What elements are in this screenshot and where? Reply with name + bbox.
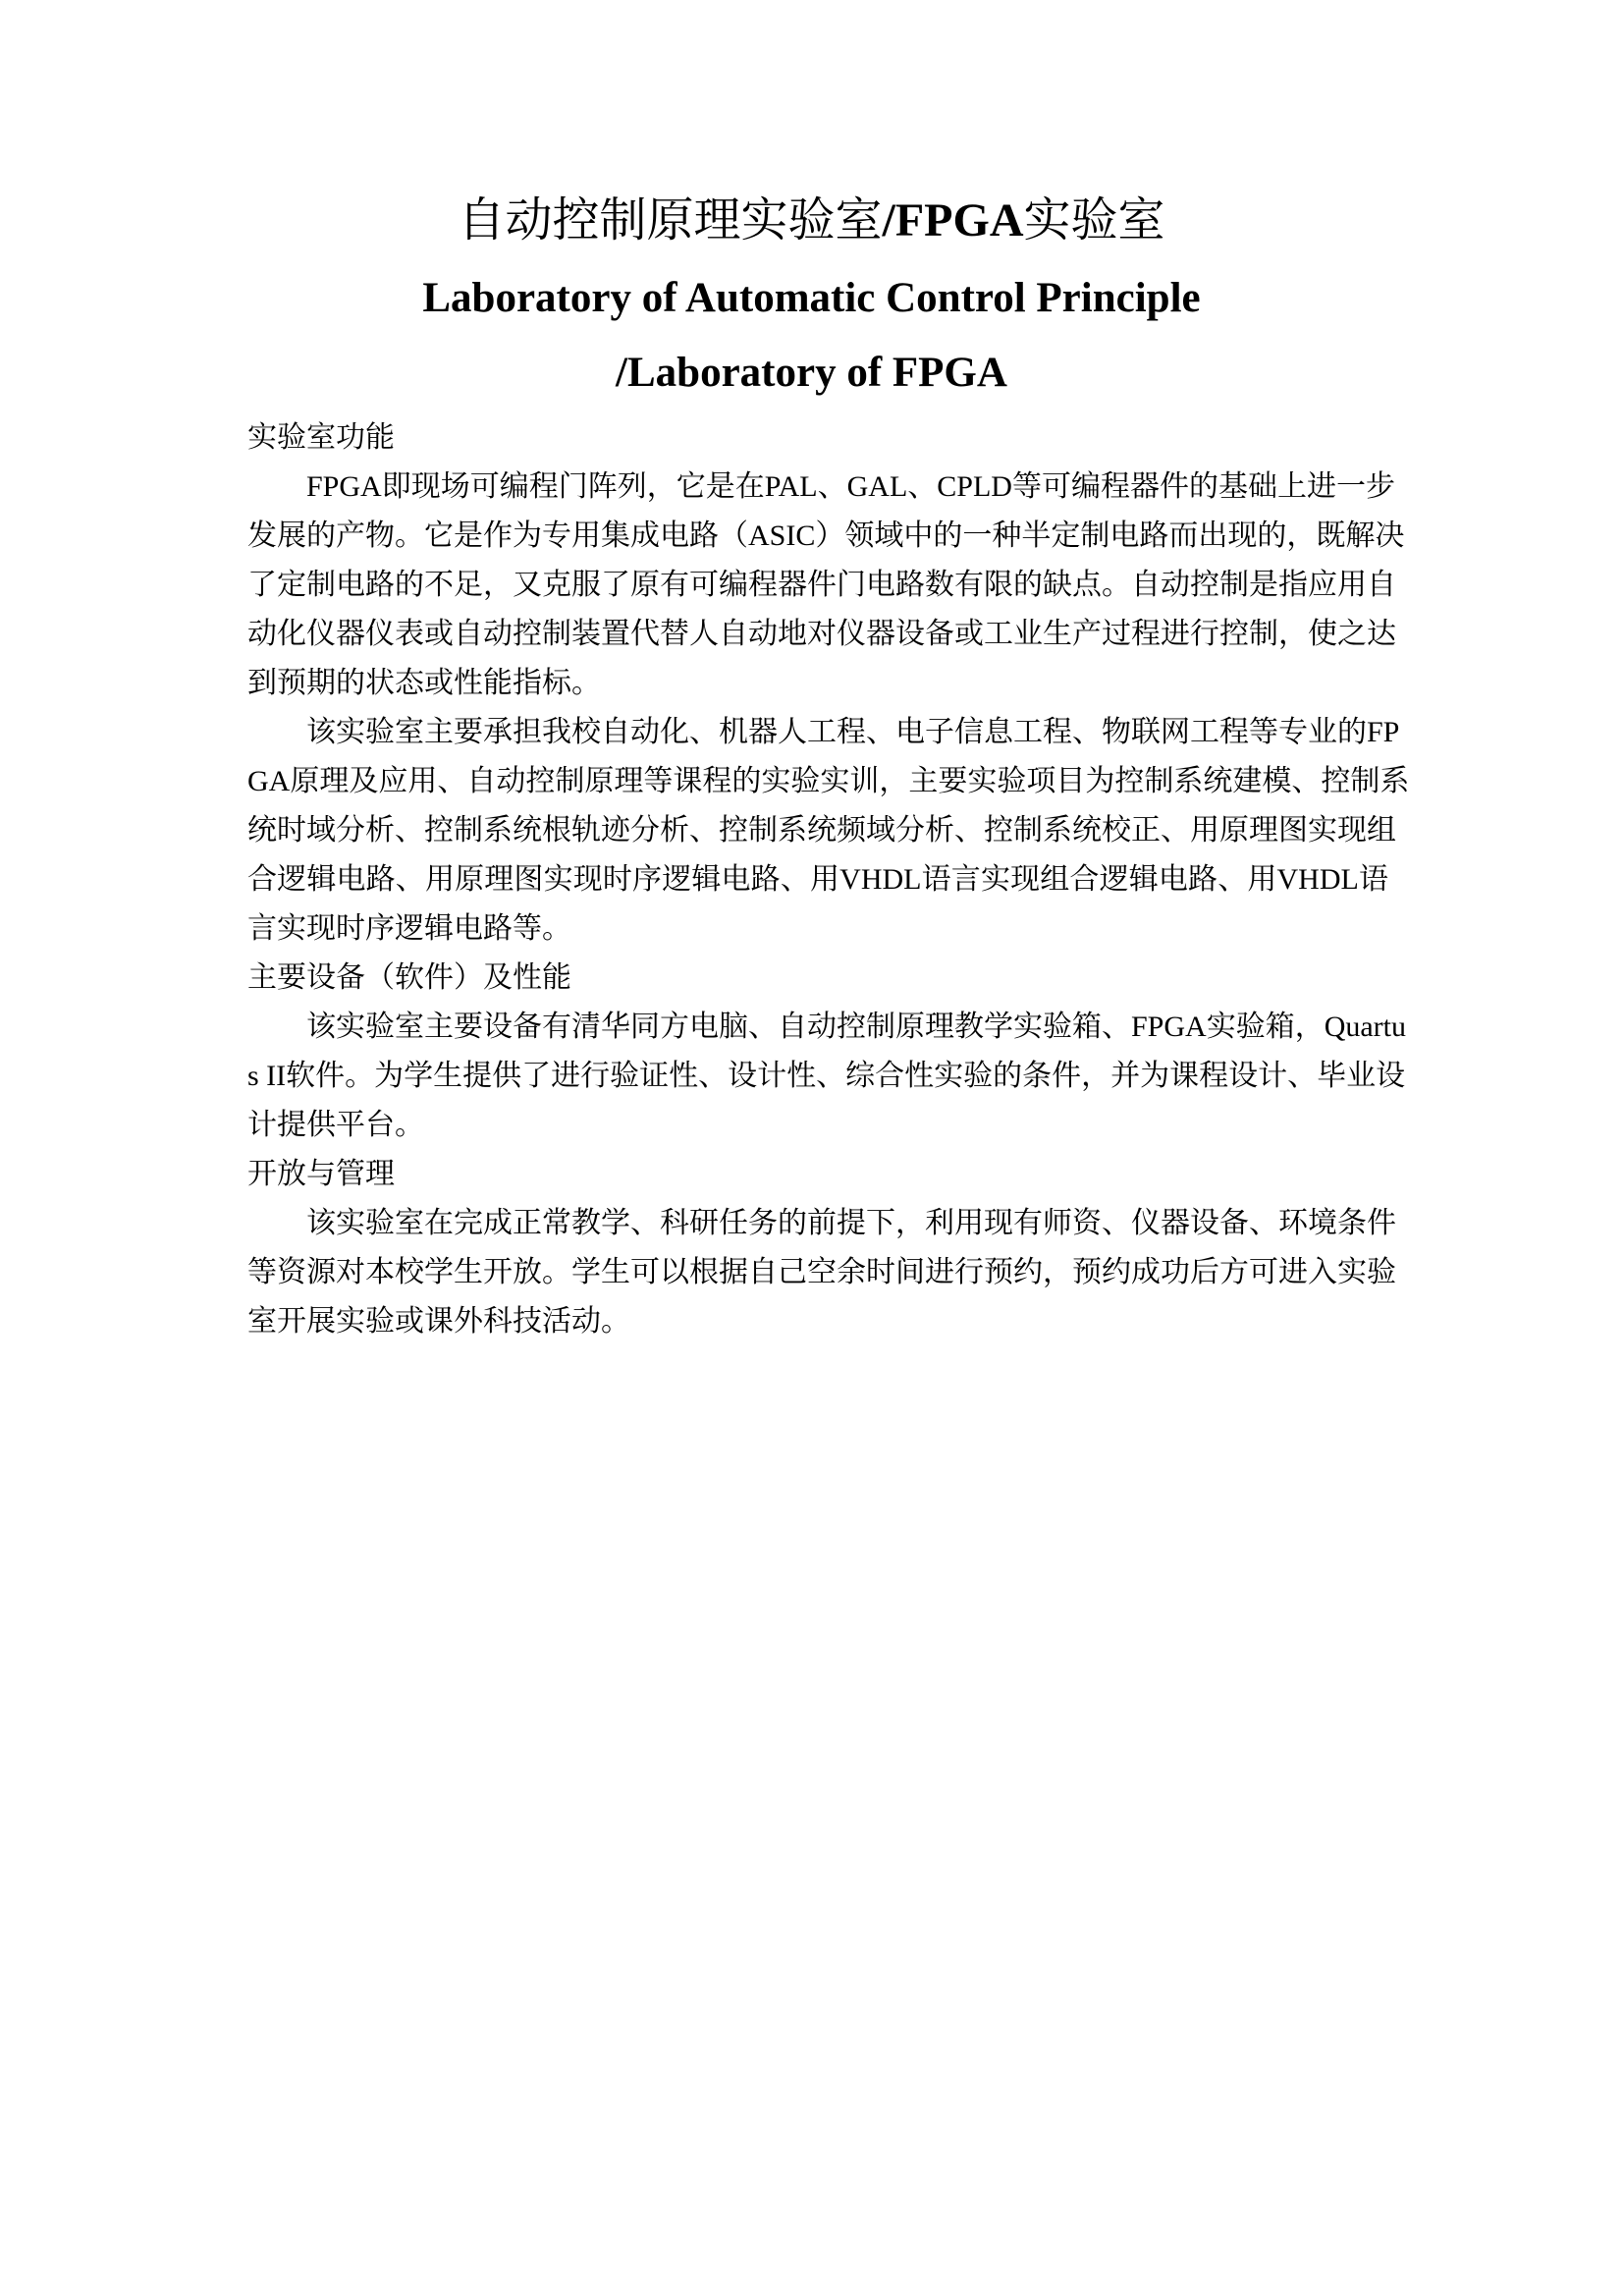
paragraph-line: 统时域分析、控制系统根轨迹分析、控制系统频域分析、控制系统校正、用原理图实现组: [247, 814, 1396, 847]
page-title-english-line1: Laboratory of Automatic Control Principle: [422, 275, 1201, 321]
paragraph-line: 到预期的状态或性能指标。: [247, 667, 601, 699]
section-heading-equipment: 主要设备（软件）及性能: [247, 961, 571, 994]
paragraph-line: 合逻辑电路、用原理图实现时序逻辑电路、用VHDL语言实现组合逻辑电路、用VHDL语: [247, 863, 1388, 896]
title-cn-suffix: 实验室: [1023, 194, 1165, 246]
paragraph-courses: [247, 708, 1410, 954]
paragraph-equipment: [247, 1003, 1407, 1150]
paragraph-line: FPGA即现场可编程门阵列，它是在PAL、GAL、CPLD等可编程器件的基础上进一步: [306, 470, 1395, 503]
paragraph-line: 该实验室主要承担我校自动化、机器人工程、电子信息工程、物联网工程等专业的FP: [306, 716, 1400, 748]
paragraph-line: 室开展实验或课外科技活动。: [247, 1305, 630, 1338]
paragraph-line: GA原理及应用、自动控制原理等课程的实验实训，主要实验项目为控制系统建模、控制系: [247, 765, 1410, 797]
paragraph-line: 了定制电路的不足，又克服了原有可编程器件门电路数有限的缺点。自动控制是指应用自: [247, 569, 1396, 601]
document-body: [247, 413, 1410, 1346]
paragraph-line: 发展的产物。它是作为专用集成电路（ASIC）领域中的一种半定制电路而出现的，既解决: [247, 519, 1405, 552]
page-title-chinese: [0, 192, 1623, 249]
paragraph-line: 计提供平台。: [247, 1109, 424, 1141]
section-heading-function: 实验室功能: [247, 421, 395, 454]
section-heading-management: 开放与管理: [247, 1158, 395, 1190]
paragraph-line: s II软件。为学生提供了进行验证性、设计性、综合性实验的条件，并为课程设计、毕业设: [247, 1060, 1406, 1092]
paragraph-line: 该实验室在完成正常教学、科研任务的前提下，利用现有师资、仪器设备、环境条件: [306, 1207, 1396, 1239]
page-title-english-line2: /Laboratory of FPGA: [616, 350, 1007, 396]
paragraph-line: 动化仪器仪表或自动控制装置代替人自动地对仪器设备或工业生产过程进行控制，使之达: [247, 618, 1396, 650]
paragraph-line: 言实现时序逻辑电路等。: [247, 912, 571, 945]
title-cn-bold: /FPGA: [882, 194, 1024, 246]
paragraph-line: 等资源对本校学生开放。学生可以根据自己空余时间进行预约，预约成功后方可进入实验: [247, 1256, 1396, 1288]
paragraph-management: [247, 1199, 1396, 1346]
paragraph-function: [247, 463, 1405, 708]
paragraph-line: 该实验室主要设备有清华同方电脑、自动控制原理教学实验箱、FPGA实验箱，Quartu: [306, 1011, 1407, 1043]
title-cn-prefix: 自动控制原理实验室: [458, 194, 883, 246]
